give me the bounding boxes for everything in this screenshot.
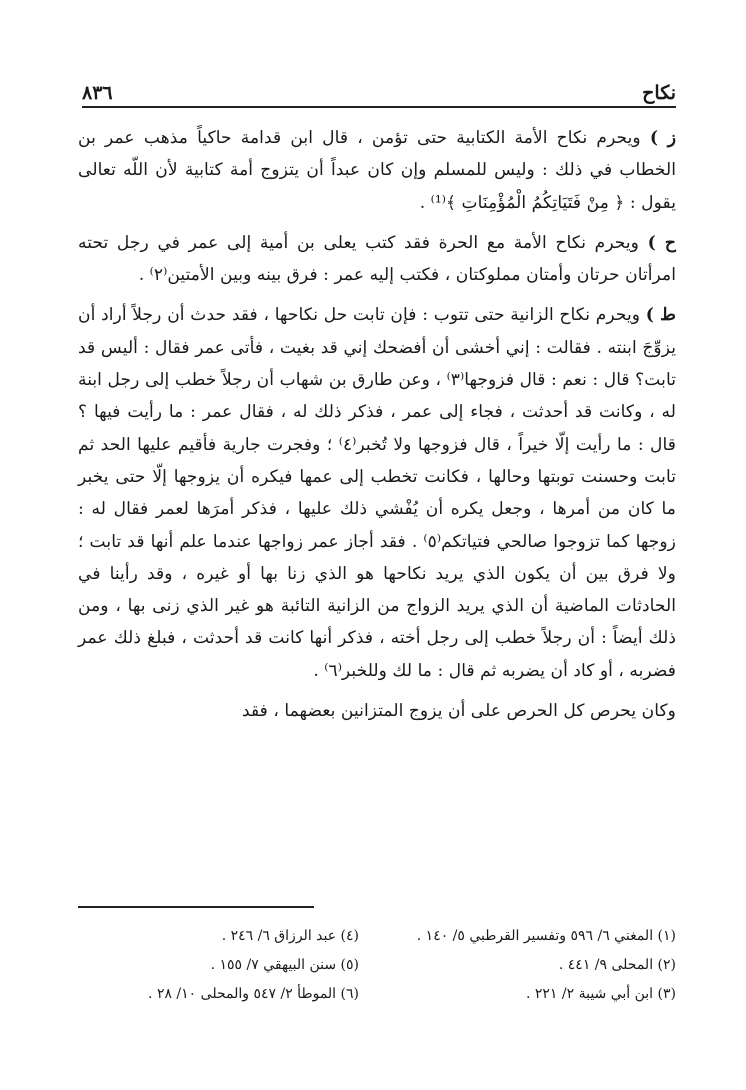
- footnote-separator: [78, 906, 314, 908]
- paragraph-zay: [78, 122, 676, 219]
- paragraph-continuation: [78, 695, 676, 727]
- footnote-5: (٥) سنن البيهقي ٧/ ١٥٥ .: [210, 957, 359, 973]
- paragraph-text: ويحرم نكاح الأمة الكتابية حتى تؤمن ، قال ابن قدامة حاكياً مذهب عمر بن الخطاب في ذلك : وليس للمسلم وإن كان عبداً أن يتزوج أمة كتابية لأن اللّه تعالى يقول : ﴿ مِنْ فَتَيَاتِكُمُ الْمُؤْمِنَاتِ ﴾⁽¹⁾ .: [78, 128, 676, 213]
- paragraph-lead: ط ): [645, 305, 676, 326]
- footnote-4: (٤) عبد الرزاق ٦/ ٢٤٦ .: [221, 928, 359, 944]
- footnote-2: (٢) المحلى ٩/ ٤٤١ .: [558, 957, 676, 973]
- footnotes: [82, 924, 676, 1007]
- paragraph-ha: [78, 227, 676, 292]
- running-header: [82, 76, 676, 104]
- paragraph-text: ويحرم نكاح الأمة مع الحرة فقد كتب يعلى بن أمية إلى عمر في رجل تحته امرأتان حرتان وأمتان مملوكتان ، فكتب إليه عمر : فرق بينه وبين الأمتين⁽٢⁾ .: [78, 232, 676, 286]
- header-title: نكاح: [642, 82, 676, 104]
- paragraph-lead: ز ): [649, 128, 676, 148]
- paragraph-text: ويحرم نكاح الزانية حتى تتوب : فإن تابت حل نكاحها ، فقد حدث أن رجلاً أراد أن يزوِّجَ ابنته . فقالت : إني أخشى أن أفضحك إني قد بغيت ، فأتى عمر فقال : أليس قد تابت؟ قال : نعم : قال فزوجها⁽٣⁾ ، وعن طارق بن شهاب أن رجلاً خطب إلى رجل ابنة له ، وكانت قد أحدثت ، فجاء إلى عمر ، فذكر ذلك له ، فقال عمر : ما رأيت فيها ؟ قال : ما رأيت إلّا خيراً ، قال فزوجها ولا تُخبر⁽٤⁾ ؛ وفجرت جارية فأقيم عليها الحد ثم تابت وحسنت توبتها وحالها ، فكانت تخطب إلى عمها فيكره أن يزوجها إلّا حتى يخبر ما كان من أمرها ، وجعل يكره أن يُفْشي ذلك عليها ، فذكر أمرَها لعمر فقال له : زوجها كما تزوجوا صالحي فتياتكم⁽٥⁾ . فقد أجاز عمر زواجها عندما علم أنها قد تابت ؛ ولا فرق بين أن يكون الذي يريد نكاحها هو الذي زنا بها أو غيره ، وقد رأينا في الحادثات الماضية أن الذي يريد الزواج من الزانية التائبة هو غير الذي زنى بها ، ومن ذلك أيضاً : أن رجلاً خطب إلى رجل أخته ، فذكر أنها كانت قد أحدثت ، فبلغ ذلك عمر فضربه ، أو كاد أن يضربه ثم قال : ما لك وللخبر⁽٦⁾ .: [78, 305, 676, 681]
- paragraph-ta: [78, 299, 676, 687]
- page-number: ٨٣٦: [82, 82, 113, 104]
- body-text: [78, 122, 676, 727]
- footnote-1: (١) المغني ٦/ ٥٩٦ وتفسير القرطبي ٥/ ١٤٠ .: [416, 928, 676, 944]
- footnote-6: (٦) الموطأ ٢/ ٥٤٧ والمحلى ١٠/ ٢٨ .: [148, 986, 359, 1002]
- paragraph-text: وكان يحرص كل الحرص على أن يزوج المتزانين بعضهما ، فقد: [241, 701, 676, 722]
- paragraph-lead: ح ): [647, 232, 677, 253]
- footnote-3: (٣) ابن أبي شيبة ٢/ ٢٢١ .: [525, 986, 676, 1002]
- header-rule: [82, 106, 676, 108]
